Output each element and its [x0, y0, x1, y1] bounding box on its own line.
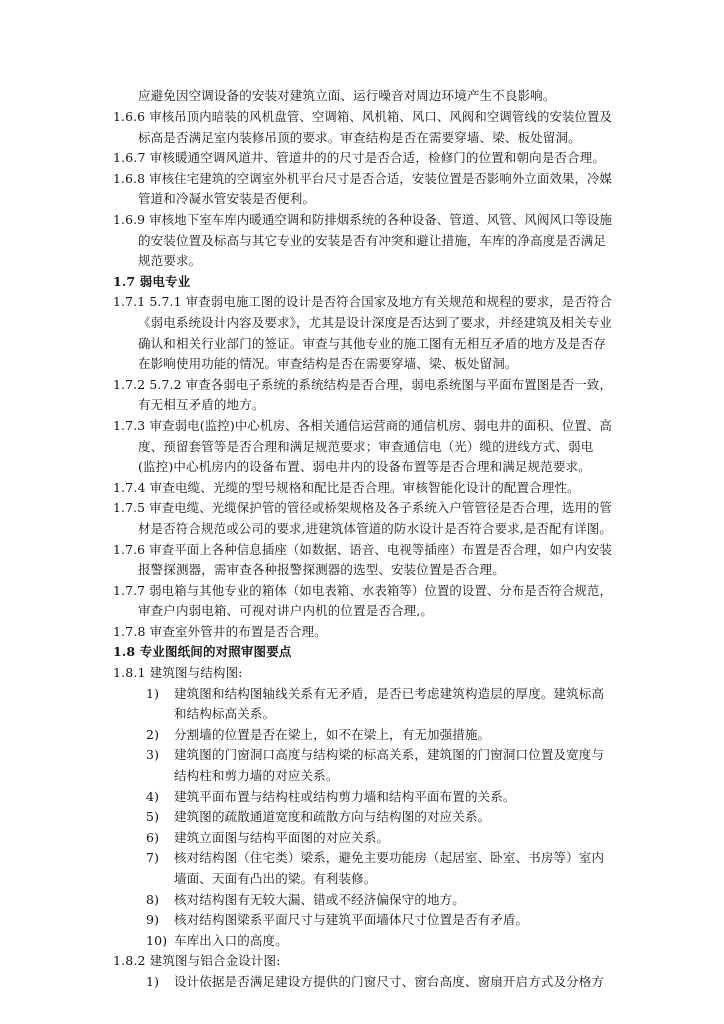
text-line: [113, 107, 612, 127]
line-text: 审查户内弱电箱、可视对讲户内机的位置是否合理,。: [138, 603, 434, 618]
line-text: 分割墙的位置是否在梁上，如不在梁上，有无加强措施。: [174, 727, 491, 742]
text-line: [138, 86, 555, 106]
text-line: [146, 890, 465, 910]
text-line: [138, 457, 591, 477]
line-text: 的安装位置及标高与其它专业的安装是否有冲突和避让措施，车库的净高度是否满足: [138, 233, 607, 248]
line-text: 核对结构图（住宅类）梁系，避免主要功能房（起居室、卧室、书房等）室内: [174, 850, 605, 865]
line-text: 管道和冷凝水管安装是否便利。: [138, 191, 316, 206]
text-line: [113, 375, 612, 395]
text-line: [138, 354, 518, 374]
text-line: [138, 437, 593, 457]
line-text: 1.7 弱电专业: [113, 274, 191, 289]
line-text: 在影响使用功能的情况。审查结构是否在需要穿墙、梁、板处留洞。: [138, 356, 518, 371]
text-line: [113, 210, 612, 230]
section-heading: [113, 272, 190, 292]
line-text: 1.6.6 审核吊顶内暗装的风机盘管、空调箱、风机箱、风口、风阀和空调管线的安装位置及: [113, 109, 612, 124]
line-text: 1.7.3 审查弱电(监控)中心机房、各相关通信运营商的通信机房、弱电井的面积、位置、高: [113, 418, 612, 433]
line-text: 1.7.7 弱电箱与其他专业的箱体（如电表箱、水表箱等）位置的设置、分布是否符合规范，: [113, 583, 612, 598]
line-text: 1.7.2 5.7.2 审查各弱电子系统的系统结构是否合理，弱电系统图与平面布置图是否一致，: [113, 377, 612, 392]
line-text: 建筑平面布置与结构柱或结构剪力墙和结构平面布置的关系。: [174, 789, 516, 804]
text-line: [138, 601, 433, 621]
line-text: 《弱电系统设计内容及要求》，尤其是设计深度是否达到了要求，并经建筑及相关专业: [138, 315, 612, 330]
line-text: 车库出入口的高度。: [174, 933, 288, 948]
text-line: [146, 787, 516, 807]
line-text: 1.6.8 审核住宅建筑的空调室外机平台尺寸是否合适，安装位置是否影响外立面效果，冷媒: [113, 171, 612, 186]
line-text: 应避免因空调设备的安装对建筑立面、运行噪音对周边环境产生不良影响。: [138, 88, 556, 103]
line-text: 设计依据是否满足建设方提供的门窗尺寸、窗台高度、窗扇开启方式及分格方: [174, 974, 605, 989]
text-line: [113, 951, 281, 971]
text-line: [113, 416, 612, 436]
text-line: [113, 148, 605, 168]
line-text: 1.8.1 建筑图与结构图:: [113, 665, 243, 680]
line-text: 1.8 专业图纸间的对照审图要点: [113, 644, 292, 659]
line-text: 建筑图的疏散通道宽度和疏散方向与结构图的对应关系。: [174, 809, 491, 824]
text-line: [113, 169, 612, 189]
line-text: 度、预留套管等是否合理和满足规范要求；审查通信电（光）缆的进线方式、弱电: [138, 439, 594, 454]
line-text: 建筑图的门窗洞口高度与结构梁的标高关系，建筑图的门窗洞口位置及宽度与: [174, 747, 605, 762]
line-text: (监控)中心机房内的设备布置、弱电井内的设备布置等是否合理和满足规范要求。: [138, 459, 591, 474]
section-heading: [113, 642, 292, 662]
list-number: 3): [146, 747, 160, 762]
text-line: [146, 684, 605, 704]
list-number: 5): [146, 809, 160, 824]
line-text: 标高是否满足室内装修吊顶的要求。审查结构是否在需要穿墙、梁、板处留洞。: [138, 130, 581, 145]
line-text: 确认和相关行业部门的签证。审查与其他专业的施工图有无相互矛盾的地方及是否存: [138, 336, 607, 351]
list-number: 10): [146, 933, 168, 948]
text-line: [113, 622, 327, 642]
list-number: 7): [146, 850, 160, 865]
text-line: [174, 869, 376, 889]
line-text: 和结构标高关系。: [174, 706, 276, 721]
line-text: 1.7.1 5.7.1 审查弱电施工图的设计是否符合国家及地方有关规范和规程的要求，是否符合: [113, 294, 612, 309]
line-text: 结构柱和剪力墙的对应关系。: [174, 768, 339, 783]
list-number: 1): [146, 686, 160, 701]
text-line: [146, 931, 288, 951]
line-text: 规范要求。: [138, 253, 202, 268]
text-line: [138, 251, 201, 271]
text-line: [138, 560, 505, 580]
text-line: [146, 745, 605, 765]
line-text: 1.7.6 审查平面上各种信息插座（如数据、语音、电视等插座）布置是否合理，如户内安装: [113, 542, 612, 557]
list-number: 9): [146, 912, 160, 927]
list-number: 4): [146, 789, 160, 804]
text-line: [113, 292, 612, 312]
text-line: [138, 395, 265, 415]
text-line: [113, 498, 612, 518]
line-text: 报警探测器，需审查各种报警探测器的选型、安装位置是否合理。: [138, 562, 505, 577]
text-line: [146, 972, 605, 992]
text-line: [138, 189, 315, 209]
line-text: 核对结构图梁系平面尺寸与建筑平面墙体尺寸位置是否有矛盾。: [174, 912, 529, 927]
text-line: [146, 807, 491, 827]
text-line: [113, 581, 612, 601]
text-line: [138, 313, 612, 333]
text-line: [174, 704, 275, 724]
text-line: [113, 478, 580, 498]
text-line: [113, 540, 612, 560]
text-line: [146, 910, 529, 930]
line-text: 有无相互矛盾的地方。: [138, 397, 265, 412]
text-line: [146, 828, 390, 848]
list-number: 2): [146, 727, 160, 742]
line-text: 建筑图和结构图轴线关系有无矛盾，是否已考虑建筑构造层的厚度。建筑标高: [174, 686, 605, 701]
line-text: 建筑立面图与结构平面图的对应关系。: [174, 830, 390, 845]
text-line: [113, 663, 243, 683]
text-line: [138, 334, 606, 354]
text-line: [138, 231, 606, 251]
line-text: 1.7.5 审查电缆、光缆保护管的管径或桥架规格及各子系统入户管管径是否合理，选用的管: [113, 500, 612, 515]
text-line: [138, 128, 581, 148]
line-text: 1.6.9 审核地下室车库内暖通空调和防排烟系统的各种设备、管道、风管、风阀风口等设施: [113, 212, 612, 227]
line-text: 材是否符合规范或公司的要求,进建筑体管道的防水设计是否符合要求,是否配有详图。: [138, 521, 612, 536]
text-line: [146, 848, 605, 868]
text-line: [138, 519, 612, 539]
line-text: 1.7.4 审查电缆、光缆的型号规格和配比是否合理。审核智能化设计的配置合理性。: [113, 480, 580, 495]
list-number: 8): [146, 892, 160, 907]
text-line: [146, 725, 491, 745]
line-text: 核对结构图有无较大漏、错或不经济偏保守的地方。: [174, 892, 465, 907]
list-number: 6): [146, 830, 160, 845]
line-text: 1.6.7 审核暖通空调风道井、管道井的的尺寸是否合适，检修门的位置和朝向是否合理。: [113, 150, 606, 165]
line-text: 1.8.2 建筑图与铝合金设计图:: [113, 953, 281, 968]
line-text: 1.7.8 审查室外管井的布置是否合理。: [113, 624, 327, 639]
text-line: [174, 766, 338, 786]
line-text: 墙面、天面有凸出的梁。有利装修。: [174, 871, 377, 886]
list-number: 1): [146, 974, 160, 989]
